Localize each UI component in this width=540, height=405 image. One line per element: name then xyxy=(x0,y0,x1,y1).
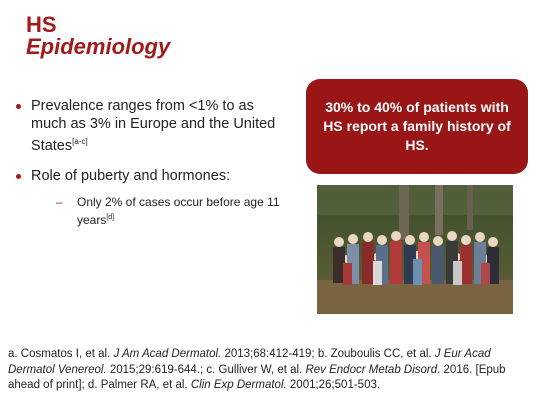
references-footnote xyxy=(8,347,530,394)
bullet-dot-icon xyxy=(16,174,21,179)
ref-b-journal: J Eur Acad Dermatol Venereol. xyxy=(8,348,491,376)
bullet-list xyxy=(14,97,284,228)
sub-bullet-age xyxy=(14,195,284,228)
family-group-photo-icon xyxy=(317,185,513,314)
sub-bullet-dash: – xyxy=(56,194,63,209)
sub-bullet-text: Only 2% of cases occur before age 11 years xyxy=(77,194,280,227)
bullet-prevalence xyxy=(14,97,284,155)
bullet-text: Role of puberty and hormones: xyxy=(31,167,231,184)
ref-d-journal: Clin Exp Dermatol. xyxy=(190,379,287,391)
title-line-2: Epidemiology xyxy=(26,34,171,60)
slide-title xyxy=(26,14,170,59)
bullet-puberty xyxy=(14,167,284,185)
bullet-text: Prevalence ranges from <1% to as much as 3% in Europe and the United States xyxy=(31,98,276,154)
sub-bullet-ref: [d] xyxy=(106,213,115,221)
ref-a-rest: 2013;68:412-419; b. Zouboulis CC, et al. xyxy=(221,348,435,360)
ref-b-rest: 2015;29:619-644.; c. Gulliver W, et al. xyxy=(106,363,306,376)
title-line-1: HS xyxy=(26,12,57,37)
ref-c-rest: . 2016. [Epub ahead of print]; d. Palmer RA, et al. xyxy=(8,363,506,391)
ref-a-journal: J Am Acad Dermatol. xyxy=(113,348,222,360)
callout-text: 30% to 40% of patients with HS report a family history of HS. xyxy=(323,99,511,153)
bullet-ref: [a-c] xyxy=(72,137,88,146)
ref-c-journal: Rev Endocr Metab Disord xyxy=(305,363,438,376)
bullet-dot-icon xyxy=(16,104,21,109)
family-history-callout xyxy=(306,79,528,174)
ref-a-prefix: a. Cosmatos I, et al. xyxy=(8,348,114,360)
ref-d-rest: 2001;26;501-503. xyxy=(286,379,381,391)
